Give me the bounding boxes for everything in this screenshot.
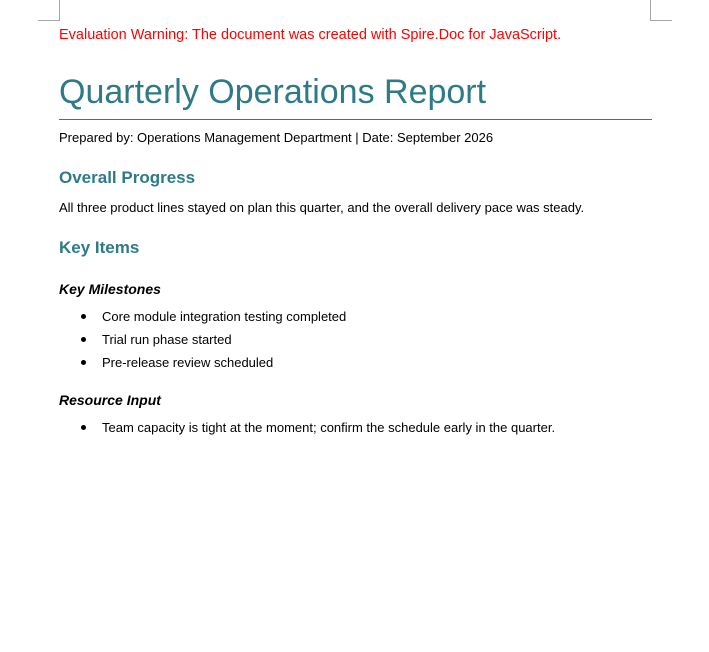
document-meta: Prepared by: Operations Management Department | Date: September 2026 (59, 130, 494, 145)
list-item-text: Team capacity is tight at the moment; confirm the schedule early in the quarter. (102, 420, 556, 435)
title-underline-rule (59, 119, 652, 120)
bullet-icon (81, 337, 86, 342)
heading-overall-progress: Overall Progress (59, 168, 196, 187)
bullet-icon (81, 314, 86, 319)
overall-progress-paragraph: All three product lines stayed on plan this quarter, and the overall delivery pace was steady. (59, 200, 585, 215)
crop-mark-top-left (38, 0, 60, 21)
list-item-text: Pre-release review scheduled (102, 355, 274, 370)
evaluation-warning: Evaluation Warning: The document was created with Spire.Doc for JavaScript. (59, 27, 562, 43)
document-title: Quarterly Operations Report (59, 73, 487, 111)
bullet-icon (81, 425, 86, 430)
bullet-icon (81, 360, 86, 365)
heading-resource-input: Resource Input (59, 392, 161, 408)
list-item-text: Trial run phase started (102, 332, 232, 347)
heading-key-items: Key Items (59, 238, 140, 257)
list-item-text: Core module integration testing completed (102, 309, 347, 324)
crop-mark-top-right (650, 0, 672, 21)
heading-key-milestones: Key Milestones (59, 281, 161, 297)
